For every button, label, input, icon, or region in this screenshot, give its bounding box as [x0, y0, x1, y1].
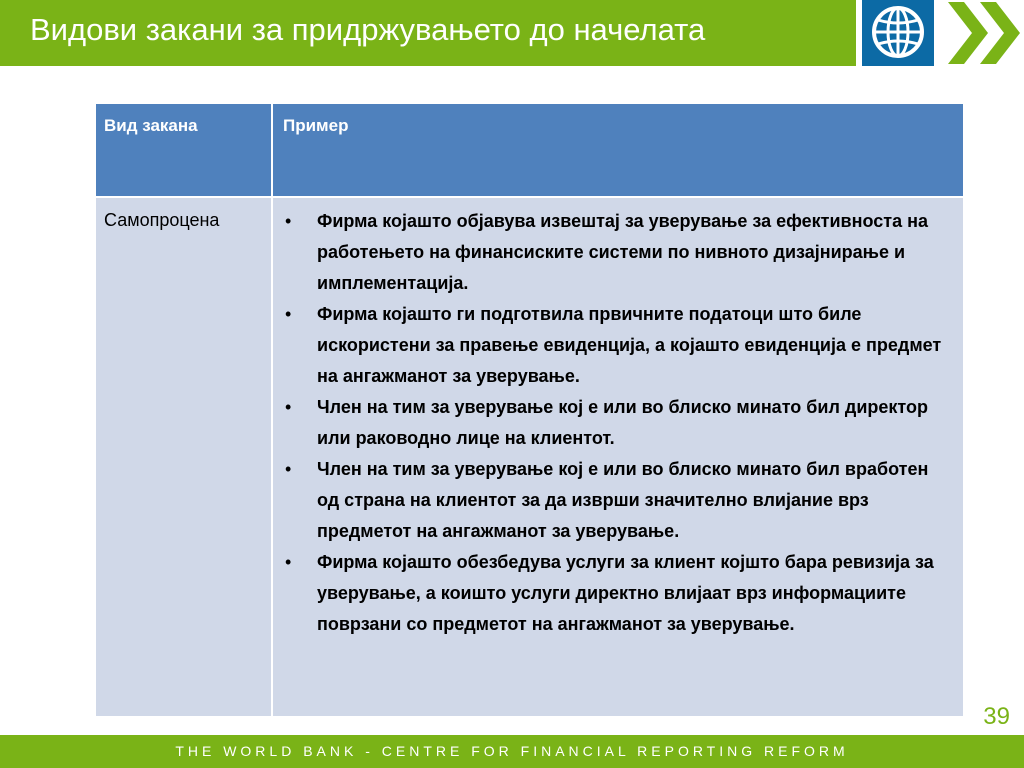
- logo-separator: [934, 0, 942, 66]
- slide-title: Видови закани за придржувањето до начелата: [30, 12, 706, 47]
- column-header-example: Пример: [272, 103, 964, 197]
- list-item-text: Член на тим за уверување кој е или во блиско минато бил директор или раководно лице на клиентот.: [317, 397, 928, 448]
- list-item: • Член на тим за уверување кој е или во блиско минато бил директор или раководно лице на клиентот.: [285, 397, 928, 448]
- footer-bar: [0, 735, 1024, 768]
- table-header-row: [95, 103, 964, 197]
- examples-cell: [272, 197, 964, 717]
- list-item-text: Фирма којашто обезбедува услуги за клиент којшто бара ревизија за уверување, а коишто услуги директно влијаат врз информациите поврзани со предметот на ангажманот за уверување.: [317, 552, 934, 634]
- page-number: 39: [983, 703, 1010, 730]
- threats-table: [94, 102, 965, 718]
- globe-icon: [870, 4, 926, 60]
- table-row: [95, 197, 964, 717]
- list-item-text: Фирма којашто ги подготвила првичните податоци што биле искористени за правење евиденција, а којашто евиденција е предмет на ангажманот за уверување.: [317, 304, 942, 386]
- list-item: • Фирма којашто обезбедува услуги за клиент којшто бара ревизија за уверување, а коишто услуги директно влијаат врз информациите поврзани со предметот на ангажманот за уверување.: [285, 552, 934, 634]
- list-item-text: Член на тим за уверување кој е или во блиско минато бил вработен од страна на клиентот за да изврши значително влијание врз предметот на ангажманот за уверување.: [317, 459, 929, 541]
- list-item: • Фирма којашто ги подготвила првичните податоци што биле искористени за правење евиденција, а којашто евиденција е предмет на ангажманот за уверување.: [285, 304, 942, 386]
- list-item: • Фирма којашто објавува извештај за уверување за ефективноста на работењето на финансиските системи по нивното дизајнирање и имплементација.: [285, 211, 928, 293]
- column-header-type: Вид закана: [95, 103, 272, 197]
- list-item: • Член на тим за уверување кој е или во блиско минато бил вработен од страна на клиентот за да изврши значително влијание врз предметот на ангажманот за уверување.: [285, 459, 929, 541]
- world-bank-logo: [862, 0, 934, 66]
- examples-list: [285, 206, 951, 640]
- list-item-text: Фирма којашто објавува извештај за уверување за ефективноста на работењето на финансиските системи по нивното дизајнирање и имплементација.: [317, 211, 928, 293]
- threat-type-cell: Самопроцена: [95, 197, 272, 717]
- title-bar: [0, 0, 856, 66]
- footer-text: THE WORLD BANK - CENTRE FOR FINANCIAL REPORTING REFORM: [175, 743, 849, 759]
- chevron-right-icon: [942, 0, 1024, 66]
